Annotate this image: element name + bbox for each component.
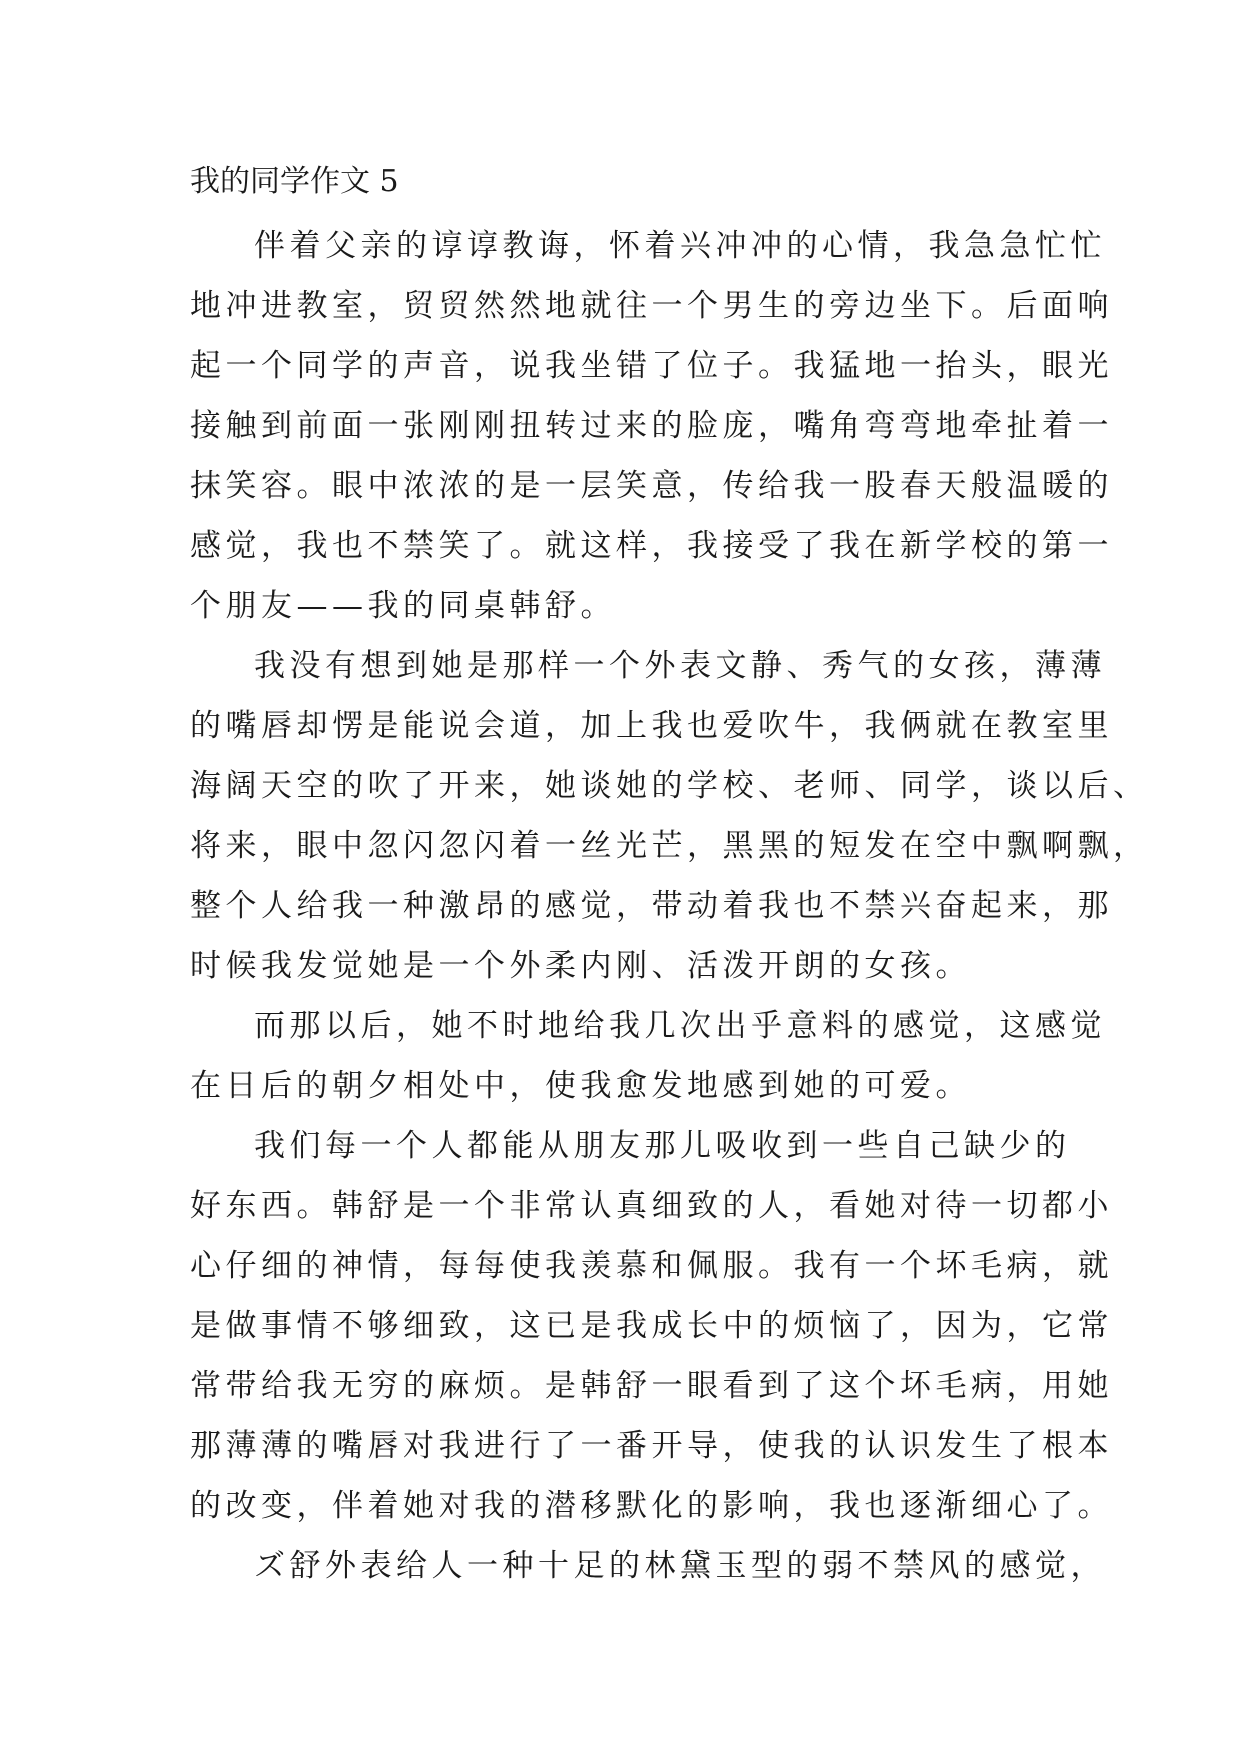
paragraph-line: 感觉，我也不禁笑了。就这样，我接受了我在新学校的第一 xyxy=(190,528,1113,564)
paragraph-line: 是做事情不够细致，这已是我成长中的烦恼了，因为，它常 xyxy=(190,1308,1113,1344)
paragraph-line: 心仔细的神情，每每使我羡慕和佩服。我有一个坏毛病，就 xyxy=(190,1248,1113,1284)
paragraph-line: 地冲进教室，贸贸然然地就往一个男生的旁边坐下。后面响 xyxy=(190,288,1113,324)
paragraph-line: 时候我发觉她是一个外柔内刚、活泼开朗的女孩。 xyxy=(190,948,971,984)
paragraph-line: 在日后的朝夕相处中，使我愈发地感到她的可爱。 xyxy=(190,1068,971,1104)
paragraph-line: 接触到前面一张刚刚扭转过来的脸庞，嘴角弯弯地牵扯着一 xyxy=(190,408,1113,444)
paragraph-line: 那薄薄的嘴唇对我进行了一番开导，使我的认识发生了根本 xyxy=(190,1428,1113,1464)
paragraph-line: 的嘴唇却愣是能说会道，加上我也爱吹牛，我俩就在教室里 xyxy=(190,708,1113,744)
paragraph-line: 常带给我无穷的麻烦。是韩舒一眼看到了这个坏毛病，用她 xyxy=(190,1368,1113,1404)
paragraph-line: 海阔天空的吹了开来，她谈她的学校、老师、同学，谈以后、 xyxy=(190,768,1149,804)
paragraph-line: 伴着父亲的谆谆教诲，怀着兴冲冲的心情，我急急忙忙 xyxy=(254,228,1106,264)
paragraph-line: 我没有想到她是那样一个外表文静、秀气的女孩，薄薄 xyxy=(254,648,1106,684)
paragraph-line: 的改变，伴着她对我的潜移默化的影响，我也逐渐细心了。 xyxy=(190,1488,1113,1524)
paragraph-line: 我们每一个人都能从朋友那儿吸收到一些自己缺少的 xyxy=(254,1128,1071,1164)
paragraph-line: 将来，眼中忽闪忽闪着一丝光芒，黑黑的短发在空中飘啊飘， xyxy=(190,828,1149,864)
paragraph-line: 抹笑容。眼中浓浓的是一层笑意，传给我一股春天般温暖的 xyxy=(190,468,1113,504)
paragraph-line: 起一个同学的声音，说我坐错了位子。我猛地一抬头，眼光 xyxy=(190,348,1113,384)
paragraph-line: ズ舒外表给人一种十足的林黛玉型的弱不禁风的感觉， xyxy=(254,1548,1106,1584)
paragraph-line: 好东西。韩舒是一个非常认真细致的人，看她对待一切都小 xyxy=(190,1188,1113,1224)
paragraph-line: 个朋友——我的同桌韩舒。 xyxy=(190,588,616,624)
paragraph-line: 整个人给我一种激昂的感觉，带动着我也不禁兴奋起来，那 xyxy=(190,888,1113,924)
document-title: 我的同学作文 5 xyxy=(190,164,399,199)
paragraph-line: 而那以后，她不时地给我几次出乎意料的感觉，这感觉 xyxy=(254,1008,1106,1044)
